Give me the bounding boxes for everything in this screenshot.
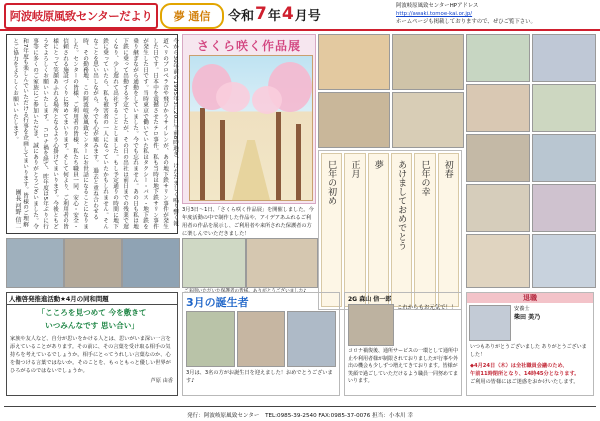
tree-trunk [200,108,205,200]
yume-badge: 夢 通信 [160,3,224,29]
artwork-photo [532,84,596,132]
artwork-photo [532,34,596,82]
birthday-photo [186,311,235,367]
footer-divider [4,406,596,407]
exhibit-photo [392,34,464,90]
artwork-photo [532,234,596,288]
director-article-body: 今から30年前の1995年3月20日午前8時過ぎ、けたたましく鳴り響く報道ヘリのプロペラ音や飛びかうサイレンが、あの地下鉄サリン事件が発生した日です。日本中を震撼させたテロ事件。私も当時は地下鉄サリン事件が発生した日です。当時東京で働いていた私はタクシー・バス・地下鉄を乗り継ぎながら通勤をしていました。今でも忘れません。あの日も私は地下鉄に乗って出勤する予定でしたが、その日の出社は前日までの残業で遅くなり、少し遅れて出社することとしました。もし予定通りの時間に地下鉄に乗っていたら、私も被害者の一人になっていたかもしれません。そんなことを思い出しながら、今でも心が痛みます。 過去と重ね合わせる時、その勤務地、この阿波岐原風致センターにお世話になることになりました。センターの皆様、ご利用者の皆様、私たち職員一同、安心・安全・信頼される施設づくりに努めてまいります。そして何より、ご利用者の皆様にとって笑顔あふれる場所となるよう心掛けてまいります。今後ともどうぞよろしくお願いいたします。 コロナ禍を経て、昨年度は5年ぶりに行事等に多くのご家族にご参加いただき、誠にありがとうございました。令和7年度も楽しんでいただける行事を企画してまいります。皆様のご理解とご協力をよろしくお願いいたします。 [12,38,178,230]
calligraphy-text: 巳年の初め [326,160,337,205]
calligraphy-panel [318,150,462,310]
sakura-caption: 3月3日～1日、「さくら咲く作品展」を開催しました。今年度活動の中で制作した作品や、アイデアあふれるご利用者の作品を展示し、ご利用者や来所された保護者の方に楽しんでいただきました！ [182,207,314,237]
hp-label: 阿波岐原風致センターHPアドレス [396,3,479,9]
artwork-photo [466,234,530,288]
calligraphy-text: 夢 [372,160,383,169]
calligraphy-text: あけましておめでとう [396,160,407,250]
artwork-photo [466,34,530,82]
artwork-photo [532,184,596,232]
footer-contact: 発行：阿波岐原風致センター TEL:0985-39-2540 FAX:0985-37-0076 担当：小本川 幸 [186,413,414,419]
human-rights-poem-line1: 「こころを見つめて 今を敷きて [37,308,147,317]
era-year: 7 [255,4,267,24]
month-unit: 月号 [294,8,321,24]
staff-body: コロナ禍復後、通所サービスの一環として通所中止や利用者様が制限されておりましたが行事や外出の機会も少しずつ増えてきております。皆様が笑顔で過ごしていただけるよう職員一同努めてまいります。 [348,348,459,384]
artwork-path [232,140,270,200]
hp-info [396,2,596,26]
hp-url-link[interactable]: http://awaki.tomoe-kai.or.jp/ [396,11,473,17]
retiree-role: 安養士 [514,306,530,312]
human-rights-signature: 芦原 由香 [150,378,173,384]
issue-date [228,2,388,26]
era-label: 令和 [228,8,255,24]
page-header [0,0,600,30]
retiree-photo [469,305,511,341]
human-rights-box [6,292,178,396]
notice-line-3: ご利用の皆様にはご迷惑をおかけいたします。 [470,379,579,385]
staff-photo-row [345,304,461,346]
retirement-heading: 退職 [467,293,593,303]
staff-photo [348,304,394,346]
tree-trunk [220,120,225,200]
sakura-exhibit-panel [182,34,316,204]
sakura-artwork [189,55,313,201]
visit-photo [122,238,180,288]
artwork-photo [466,134,530,182]
sakura-title: さくら咲く作品展 [196,39,301,53]
calligraphy-scroll [321,153,342,307]
retirement-box [466,292,594,396]
notice-block [467,360,593,388]
birthday-box [182,292,340,396]
exhibit-photo [318,34,390,90]
birthday-photo-row [183,311,339,367]
director-signature: 園長 河野 信二 [14,189,21,229]
birthday-heading: 3月の誕生者 [186,296,249,309]
calligraphy-text: 初春 [442,160,453,178]
notice-line-1: ◆4月24日（木）は全社職員会議のため、 [470,363,568,369]
tree-trunk [276,112,281,200]
visit-photo [6,238,64,288]
blossom-cluster [252,86,282,114]
year-unit: 年 [267,8,281,24]
calligraphy-scroll [344,153,365,307]
header-divider [0,29,600,31]
birthday-photo [237,311,286,367]
retiree-name: 柴田 美乃 [514,314,541,321]
calligraphy-text: 正月 [349,160,360,178]
staff-heading: 2G 森山 信一郎 [348,296,392,303]
calligraphy-scroll [414,153,435,307]
blossom-cluster [216,82,250,112]
calligraphy-scroll [368,153,389,307]
craft-photo [246,238,318,288]
artwork-photo [466,184,530,232]
photo-caption: ご来園いただいた保護者の皆様、ありがとうございました♪ [184,289,307,294]
notice-line-2: 午前11時閉所となり、14時45分となります。 [470,371,580,377]
artwork-photo [532,134,596,182]
calligraphy-scroll [391,153,412,307]
birthday-caption: 3月は、3名の方がお誕生日を迎えました！おめでとうございます♪ [186,370,333,384]
tree-trunk [296,124,301,200]
artwork-photo [466,84,530,132]
newsletter-title: 阿波岐原風致センターだより [4,3,158,29]
retirement-message: いつもありがとうございました ありがとうございました！ [470,344,587,358]
human-rights-heading: 人権啓発推進活動★4月の同和問題 [7,293,177,305]
calligraphy-text: 巳年の幸 [419,160,430,196]
hp-note: ホームページも掲載しておりますので、ぜひご覧下さい。 [396,19,536,25]
staff-subheading: これからもお元気で！！ [397,305,457,311]
visit-photo [64,238,122,288]
issue-month: 4 [281,4,294,24]
human-rights-poem-line2: いつみんなです 思い合い」 [45,321,139,330]
birthday-photo [287,311,336,367]
director-article [6,34,178,234]
human-rights-body: 家族や友人など、自分が思いをかける人とは、思いがいま深い一言を添えていることがあります。その前に、その言葉を受け取る相手の気持ちを考えているでしょうか。相手にとってうれしい言葉なのか、心を傷つける言葉ではないか。そのことを、もっともっと優しい世界がひろがるのではないでしょうか。 [10,336,171,374]
exhibit-photo [318,92,390,148]
exhibit-photo [392,92,464,148]
staff-box [344,292,462,396]
craft-photo [182,238,246,288]
calligraphy-scroll [438,153,459,307]
